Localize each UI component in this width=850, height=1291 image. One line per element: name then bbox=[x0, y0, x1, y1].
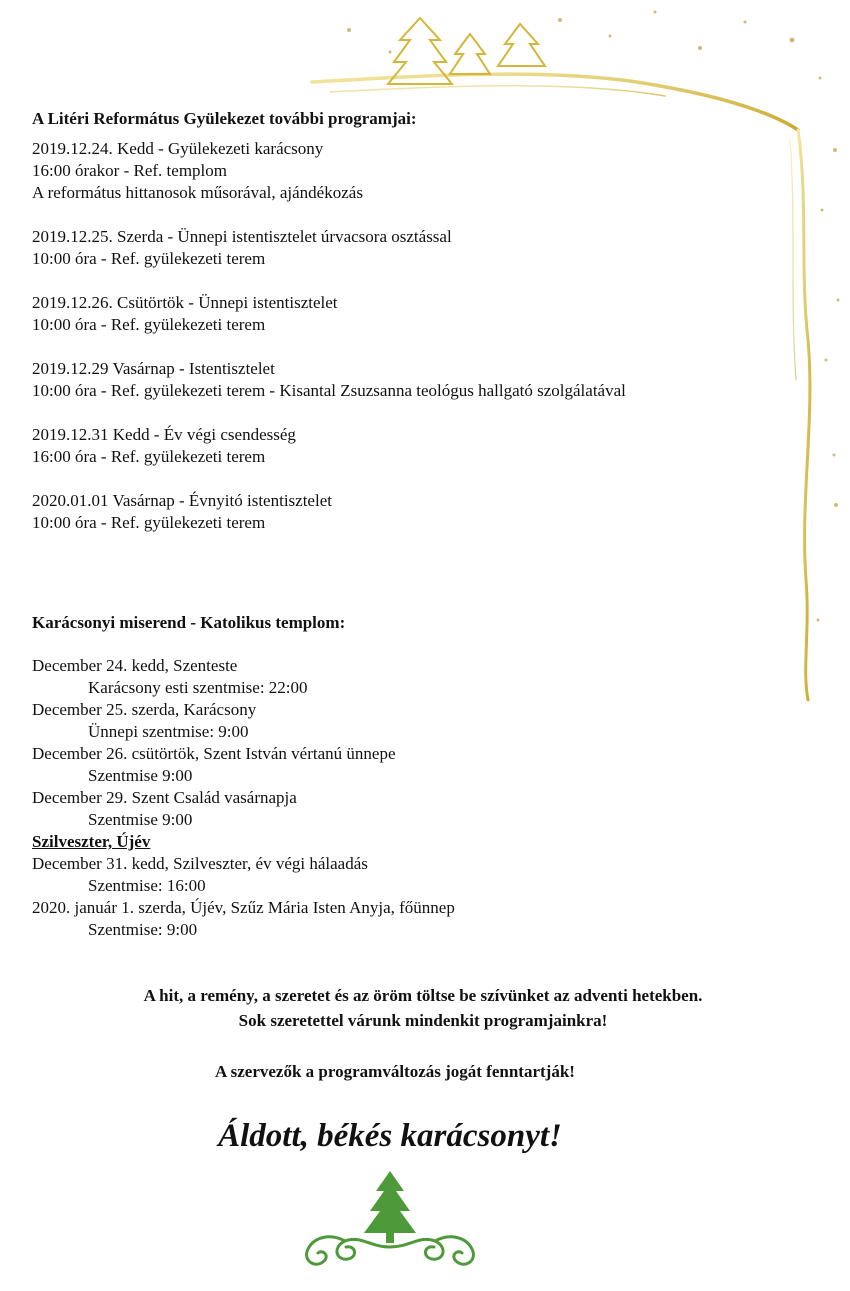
sparkle-stars bbox=[347, 11, 840, 622]
event-2-line1: 2019.12.25. Szerda - Ünnepi istentisztelet úrvacsora osztással bbox=[32, 227, 452, 246]
event-3-line1: 2019.12.26. Csütörtök - Ünnepi istentisztelet bbox=[32, 293, 338, 312]
event-1-line3: A református hittanosok műsorával, ajándékozás bbox=[32, 183, 363, 202]
mass-5-day: December 31. kedd, Szilveszter, év végi hálaadás bbox=[32, 854, 368, 873]
event-5-line1: 2019.12.31 Kedd - Év végi csendesség bbox=[32, 425, 296, 444]
event-1-line1: 2019.12.24. Kedd - Gyülekezeti karácsony bbox=[32, 139, 324, 158]
new-year-subheading: Szilveszter, Újév bbox=[32, 832, 151, 851]
christmas-greeting: Áldott, békés karácsonyt! bbox=[218, 1118, 562, 1154]
mass-3-time: Szentmise 9:00 bbox=[88, 766, 193, 785]
advent-wish-line2: Sok szeretettel várunk mindenkit programjainkra! bbox=[238, 1011, 608, 1030]
mass-6-time: Szentmise: 9:00 bbox=[88, 920, 198, 939]
event-1-line2: 16:00 órakor - Ref. templom bbox=[32, 161, 227, 180]
mass-1-day: December 24. kedd, Szenteste bbox=[32, 656, 238, 675]
reformed-heading: A Litéri Református Gyülekezet további programjai: bbox=[32, 109, 417, 128]
mass-3-day: December 26. csütörtök, Szent István vértanú ünnepe bbox=[32, 744, 396, 763]
advent-wish-line1: A hit, a remény, a szeretet és az öröm töltse be szívünket az adventi hetekben. bbox=[143, 986, 703, 1005]
catholic-heading: Karácsonyi miserend - Katolikus templom: bbox=[32, 613, 346, 632]
event-2-line2: 10:00 óra - Ref. gyülekezeti terem bbox=[32, 249, 266, 268]
event-4-line1: 2019.12.29 Vasárnap - Istentisztelet bbox=[32, 359, 275, 378]
mass-5-time: Szentmise: 16:00 bbox=[88, 876, 206, 895]
mass-2-time: Ünnepi szentmise: 9:00 bbox=[88, 722, 249, 741]
event-6-line2: 10:00 óra - Ref. gyülekezeti terem bbox=[32, 513, 266, 532]
mass-1-time: Karácsony esti szentmise: 22:00 bbox=[88, 678, 308, 697]
green-tree-icon bbox=[290, 1165, 490, 1275]
event-4-line2: 10:00 óra - Ref. gyülekezeti terem - Kisantal Zsuzsanna teológus hallgató szolgálatával bbox=[32, 381, 626, 400]
mass-6-day: 2020. január 1. szerda, Újév, Szűz Mária Isten Anyja, főünnep bbox=[32, 898, 455, 917]
gold-tree-icon bbox=[388, 18, 545, 84]
event-5-line2: 16:00 óra - Ref. gyülekezeti terem bbox=[32, 447, 266, 466]
event-3-line2: 10:00 óra - Ref. gyülekezeti terem bbox=[32, 315, 266, 334]
mass-4-day: December 29. Szent Család vasárnapja bbox=[32, 788, 297, 807]
mass-4-time: Szentmise 9:00 bbox=[88, 810, 193, 829]
change-notice: A szervezők a programváltozás jogát fenntartják! bbox=[215, 1062, 575, 1081]
mass-2-day: December 25. szerda, Karácsony bbox=[32, 700, 257, 719]
event-6-line1: 2020.01.01 Vasárnap - Évnyitó istentisztelet bbox=[32, 491, 332, 510]
